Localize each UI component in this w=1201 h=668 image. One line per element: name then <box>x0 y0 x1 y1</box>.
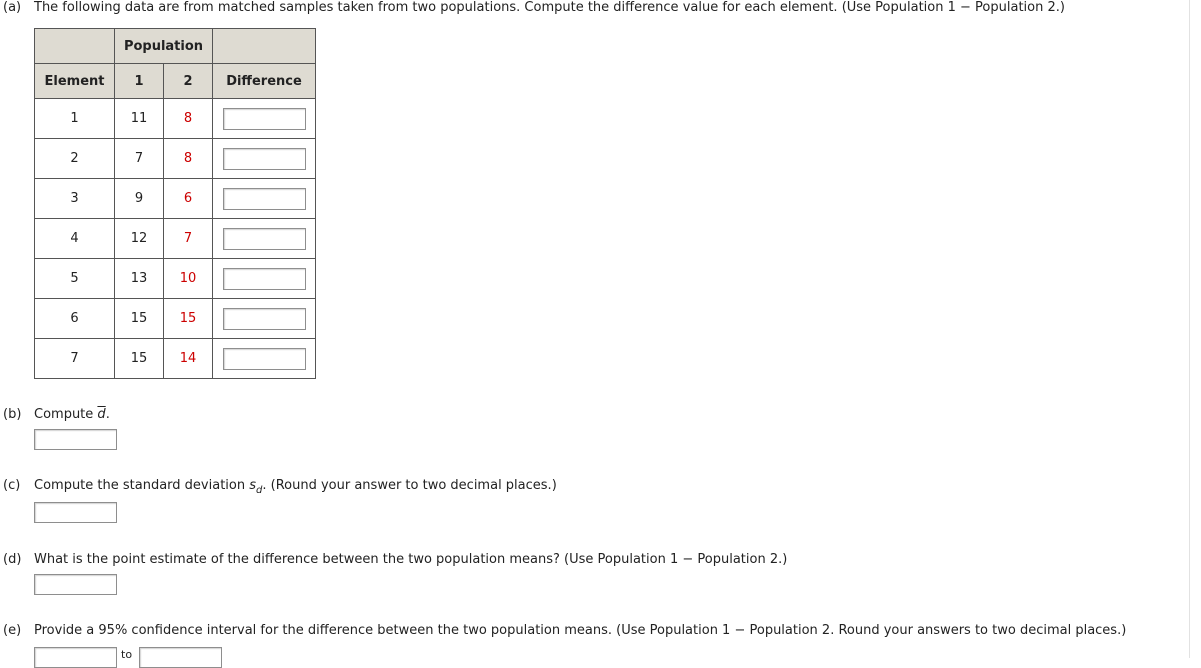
population-2-cell: 6 <box>164 179 213 219</box>
difference-input-7[interactable] <box>223 348 306 370</box>
d-bar-symbol: $\overline{d}$ <box>97 407 106 422</box>
header-difference: Difference <box>213 64 316 99</box>
difference-cell <box>213 139 316 179</box>
difference-cell <box>213 259 316 299</box>
part-b-text-before: Compute <box>34 407 98 422</box>
part-b-letter: (b) <box>3 407 22 422</box>
table-row <box>35 299 316 339</box>
table-header-row-1 <box>35 29 316 64</box>
difference-cell <box>213 299 316 339</box>
sd-symbol: s <box>249 478 257 493</box>
table-row <box>35 339 316 379</box>
difference-input-4[interactable] <box>223 228 306 250</box>
table-row <box>35 219 316 259</box>
part-a-instructions: The following data are from matched samples taken from two populations. Compute the difference value for each element. (Use Population 1 − Population 2.) <box>34 0 1065 15</box>
standard-deviation-answer-input[interactable] <box>34 502 117 523</box>
difference-cell <box>213 179 316 219</box>
element-cell: 5 <box>35 259 115 299</box>
element-cell: 6 <box>35 299 115 339</box>
part-e-prompt: Provide a 95% confidence interval for the difference between the two population means. (Use Population 1 − Population 2. Round your answers to two decimal places.) <box>34 623 1127 638</box>
difference-input-1[interactable] <box>223 108 306 130</box>
part-b-prompt <box>34 407 110 422</box>
table-row <box>35 99 316 139</box>
difference-input-3[interactable] <box>223 188 306 210</box>
population-2-cell: 8 <box>164 139 213 179</box>
population-2-cell: 14 <box>164 339 213 379</box>
part-d-prompt: What is the point estimate of the difference between the two population means? (Use Population 1 − Population 2.) <box>34 552 788 567</box>
population-1-cell: 7 <box>115 139 164 179</box>
population-1-cell: 12 <box>115 219 164 259</box>
header-element: Element <box>35 64 115 99</box>
difference-cell <box>213 99 316 139</box>
part-c-text-after: . (Round your answer to two decimal places.) <box>262 478 557 493</box>
d-bar-answer-input[interactable] <box>34 429 117 450</box>
page-right-edge-rule <box>1189 0 1190 658</box>
sd-subscript: d <box>256 485 263 496</box>
header-population-2: 2 <box>164 64 213 99</box>
population-1-cell: 9 <box>115 179 164 219</box>
table-header-row-2 <box>35 64 316 99</box>
difference-input-2[interactable] <box>223 148 306 170</box>
part-d-letter: (d) <box>3 552 22 567</box>
header-population-1: 1 <box>115 64 164 99</box>
header-blank-element <box>35 29 115 64</box>
part-c-prompt <box>34 478 557 496</box>
part-b-text-after: . <box>105 407 110 422</box>
part-a-letter: (a) <box>3 0 22 15</box>
part-c-letter: (c) <box>3 478 21 493</box>
population-2-cell: 7 <box>164 219 213 259</box>
element-cell: 3 <box>35 179 115 219</box>
element-cell: 4 <box>35 219 115 259</box>
difference-cell <box>213 219 316 259</box>
table-row <box>35 259 316 299</box>
population-2-cell: 10 <box>164 259 213 299</box>
difference-cell <box>213 339 316 379</box>
interval-to-label: to <box>121 648 133 661</box>
population-2-cell: 8 <box>164 99 213 139</box>
population-1-cell: 15 <box>115 299 164 339</box>
population-1-cell: 13 <box>115 259 164 299</box>
element-cell: 7 <box>35 339 115 379</box>
element-cell: 1 <box>35 99 115 139</box>
table-row <box>35 179 316 219</box>
header-blank-difference <box>213 29 316 64</box>
population-2-cell: 15 <box>164 299 213 339</box>
difference-input-6[interactable] <box>223 308 306 330</box>
table-row <box>35 139 316 179</box>
matched-samples-table <box>34 28 316 379</box>
header-population: Population <box>115 29 213 64</box>
element-cell: 2 <box>35 139 115 179</box>
part-e-letter: (e) <box>3 623 22 638</box>
population-1-cell: 11 <box>115 99 164 139</box>
population-1-cell: 15 <box>115 339 164 379</box>
point-estimate-answer-input[interactable] <box>34 574 117 595</box>
part-c-text-before: Compute the standard deviation <box>34 478 250 493</box>
difference-input-5[interactable] <box>223 268 306 290</box>
